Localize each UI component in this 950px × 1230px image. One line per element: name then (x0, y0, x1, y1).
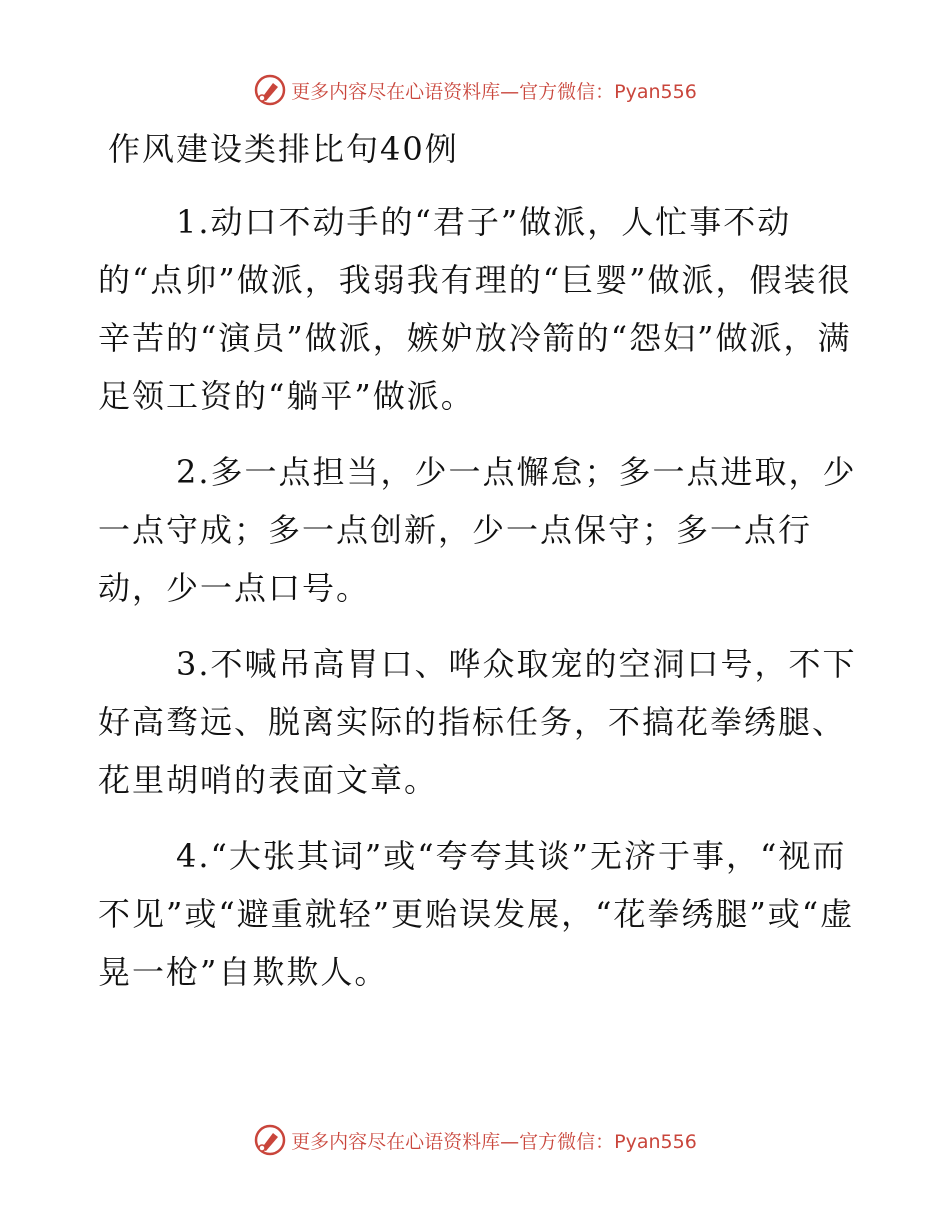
document-title: 作风建设类排比句40例 (108, 130, 459, 168)
pen-logo-icon (253, 1123, 287, 1157)
document-body (98, 193, 858, 1019)
paragraph-4: 4.“大张其词”或“夸夸其谈”无济于事，“视而不见”或“避重就轻”更贻误发展，“花拳绣腿”或“虚晃一枪”自欺欺人。 (98, 837, 855, 991)
header-banner-text: 更多内容尽在心语资料库—官方微信：Pyan556 (291, 80, 697, 103)
paragraph-2: 2.多一点担当，少一点懈怠；多一点进取，少一点守成；多一点创新，少一点保守；多一点行动，少一点口号。 (98, 453, 857, 607)
paragraph-1: 1.动口不动手的“君子”做派，人忙事不动的“点卯”做派，我弱我有理的“巨婴”做派，假装很辛苦的“演员”做派，嫉妒放冷箭的“怨妇”做派，满足领工资的“躺平”做派。 (98, 203, 852, 415)
footer-banner-text: 更多内容尽在心语资料库—官方微信：Pyan556 (291, 1130, 697, 1153)
paragraph-3: 3.不喊吊高胃口、哗众取宠的空洞口号，不下好高骛远、脱离实际的指标任务，不搞花拳绣腿、花里胡哨的表面文章。 (98, 645, 857, 799)
pen-logo-icon (253, 73, 287, 107)
header-banner (0, 70, 950, 110)
footer-banner (0, 1120, 950, 1160)
